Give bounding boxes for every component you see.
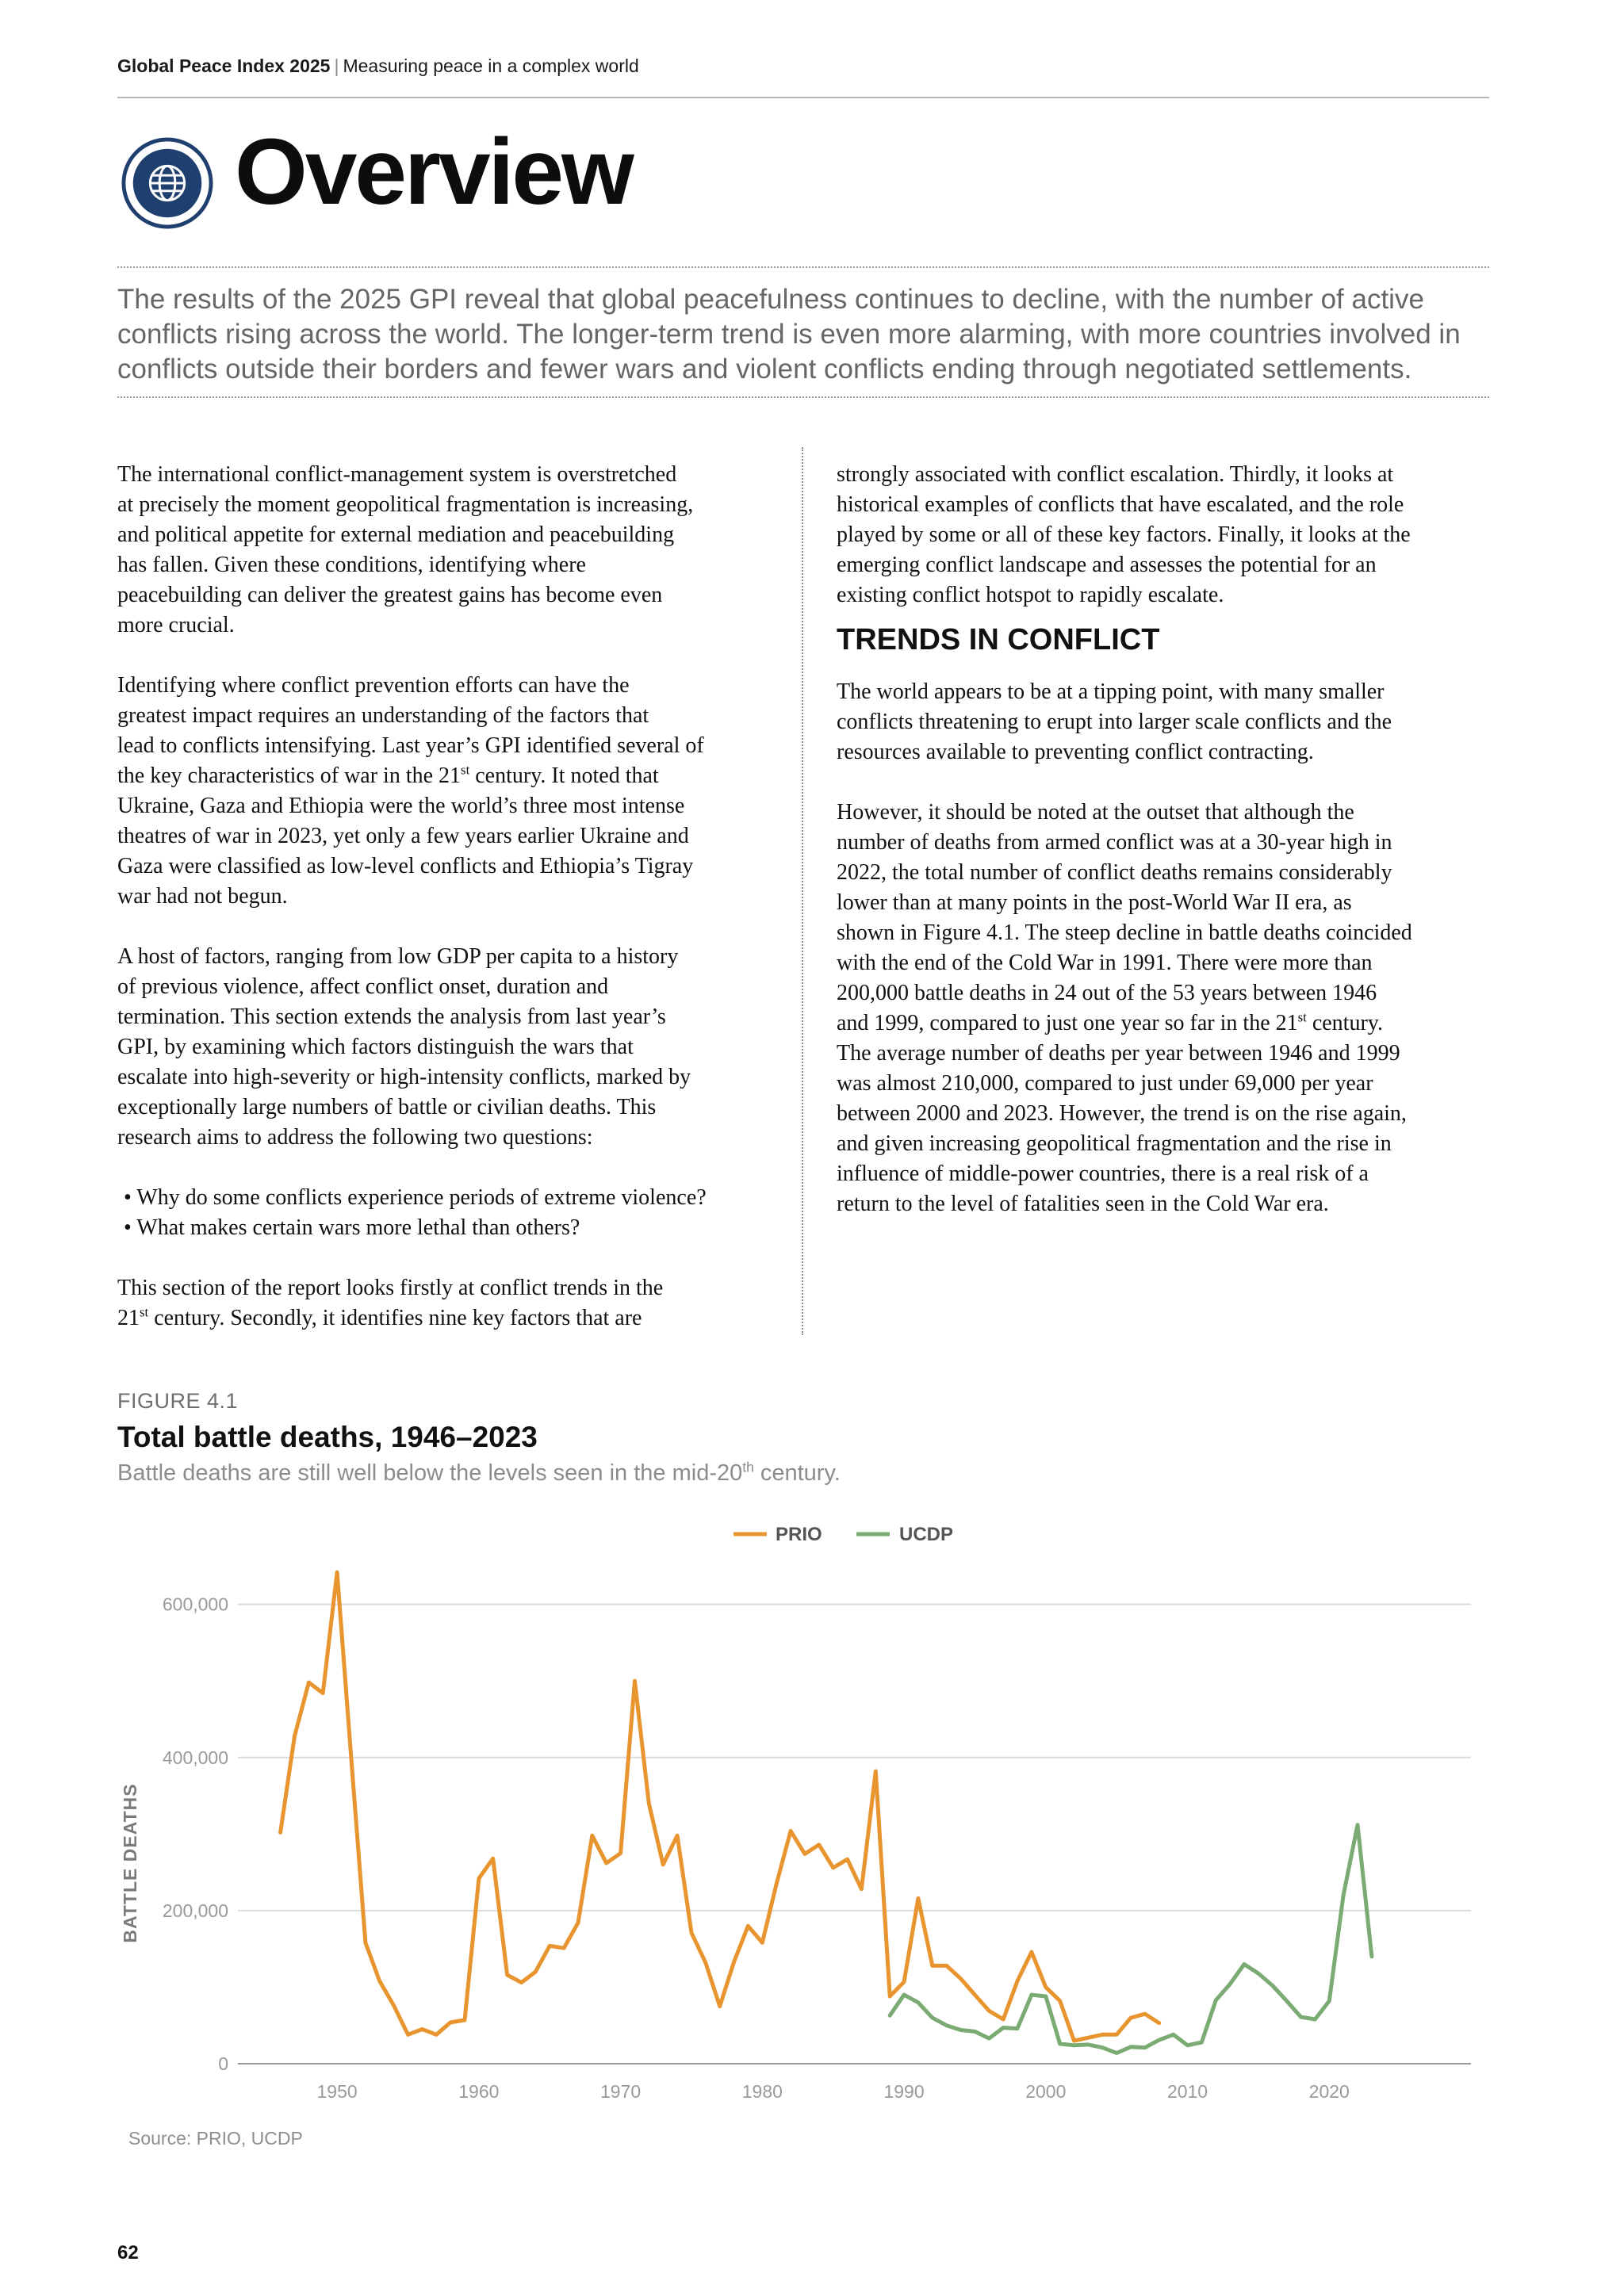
text-line: lower than at many points in the post-World War II era, as: [837, 890, 1352, 915]
x-tick-label: 2000: [1025, 2081, 1067, 2102]
legend: [733, 1524, 953, 1545]
paragraph: [117, 942, 783, 1153]
text-line: The average number of deaths per year between 1946 and 1999: [837, 1041, 1400, 1066]
y-tick-label: 600,000: [162, 1594, 228, 1615]
report-name: Global Peace Index 2025: [117, 55, 331, 76]
text-line: emerging conflict landscape and assesses the potential for an: [837, 553, 1377, 577]
text-line: war had not begun.: [117, 884, 288, 909]
right-column: [837, 460, 1495, 1219]
x-tick-labels: [317, 2081, 1350, 2102]
text-line: [117, 1303, 783, 1334]
text-line: resources available to preventing conflict contracting.: [837, 740, 1314, 764]
x-tick-label: 1990: [883, 2081, 925, 2102]
header-rule: [117, 97, 1489, 98]
text-run: 21: [117, 1306, 140, 1330]
text-line: and political appetite for external mediation and peacebuilding: [117, 522, 675, 547]
text-line: existing conflict hotspot to rapidly escalate.: [837, 583, 1224, 607]
text-line: with the end of the Cold War in 1991. There were more than: [837, 951, 1373, 975]
section-name: Measuring peace in a complex world: [343, 55, 639, 76]
text-line: of previous violence, affect conflict onset, duration and: [117, 974, 609, 999]
series-lines: [281, 1572, 1372, 2053]
text-line: was almost 210,000, compared to just under 69,000 per year: [837, 1071, 1373, 1096]
text-line: and given increasing geopolitical fragmentation and the rise in: [837, 1131, 1392, 1156]
bullet-item: • Why do some conflicts experience periods of extreme violence?: [124, 1185, 707, 1210]
text-line: research aims to address the following two questions:: [117, 1125, 593, 1150]
text-line: This section of the report looks firstly at conflict trends in the: [117, 1276, 664, 1300]
x-tick-label: 2010: [1166, 2081, 1208, 2102]
text-line: [117, 761, 783, 791]
text-run: century. Secondly, it identifies nine key factors that are: [148, 1306, 642, 1330]
paragraph: [117, 671, 783, 912]
text-run: century.: [753, 1460, 841, 1486]
text-line: However, it should be noted at the outset that although the: [837, 800, 1354, 825]
text-line: The world appears to be at a tipping point, with many smaller: [837, 679, 1385, 704]
series-line-prio: [281, 1572, 1159, 2041]
text-line: theatres of war in 2023, yet only a few years earlier Ukraine and: [117, 824, 689, 848]
x-tick-label: 1980: [741, 2081, 783, 2102]
text-line: at precisely the moment geopolitical fragmentation is increasing,: [117, 492, 694, 517]
page-number: 62: [117, 2242, 139, 2263]
text-line: exceptionally large numbers of battle or civilian deaths. This: [117, 1095, 657, 1119]
text-line: between 2000 and 2023. However, the trend is on the rise again,: [837, 1101, 1407, 1126]
x-tick-label: 1950: [316, 2081, 358, 2102]
bullet-item: • What makes certain wars more lethal than others?: [124, 1215, 580, 1240]
page-title: Overview: [235, 120, 632, 224]
text-line: shown in Figure 4.1. The steep decline in battle deaths coincided: [837, 920, 1412, 945]
text-line: return to the level of fatalities seen in the Cold War era.: [837, 1192, 1329, 1216]
figure-title: Total battle deaths, 1946–2023: [117, 1421, 538, 1453]
left-column: [117, 460, 783, 1334]
text-line: 2022, the total number of conflict deaths remains considerably: [837, 860, 1392, 885]
column-divider: [802, 447, 803, 1335]
text-line: has fallen. Given these conditions, identifying where: [117, 553, 586, 577]
legend-label-prio: PRIO: [776, 1524, 822, 1545]
x-tick-label: 1960: [458, 2081, 500, 2102]
y-tick-labels: [163, 1594, 228, 2074]
lead-top-divider: [117, 266, 1489, 268]
text-run: the key characteristics of war in the 21: [117, 763, 462, 788]
text-line: Identifying where conflict prevention efforts can have the: [117, 673, 630, 698]
paragraph: [837, 677, 1495, 767]
lead-bottom-divider: [117, 396, 1489, 398]
text-line: A host of factors, ranging from low GDP per capita to a history: [117, 944, 679, 969]
y-axis-label: BATTLE DEATHS: [120, 1783, 140, 1943]
paragraph: [837, 798, 1495, 1219]
paragraph: [117, 1273, 783, 1334]
text-line: historical examples of conflicts that have escalated, and the role: [837, 492, 1404, 517]
text-line: strongly associated with conflict escalation. Thirdly, it looks at: [837, 462, 1394, 487]
globe-icon: [121, 136, 214, 230]
text-run: Battle deaths are still well below the levels seen in the mid-20: [117, 1460, 743, 1486]
text-line: 200,000 battle deaths in 24 out of the 53 years between 1946: [837, 981, 1377, 1005]
figure-source: Source: PRIO, UCDP: [128, 2128, 303, 2149]
x-tick-label: 1970: [600, 2081, 642, 2102]
text-line: termination. This section extends the analysis from last year’s: [117, 1004, 666, 1029]
y-tick-label: 0: [218, 2053, 228, 2074]
text-line: escalate into high-severity or high-intensity conflicts, marked by: [117, 1065, 691, 1089]
text-run: century. It noted that: [469, 763, 659, 788]
paragraph: [837, 460, 1495, 610]
lead-line: conflicts outside their borders and fewer wars and violent conflicts ending through negotiated settlements.: [117, 354, 1412, 385]
superscript: st: [461, 762, 470, 778]
superscript: st: [1297, 1009, 1307, 1025]
superscript: st: [140, 1304, 149, 1320]
y-tick-label: 200,000: [162, 1900, 228, 1921]
text-line: [837, 1008, 1495, 1039]
text-line: Gaza were classified as low-level conflicts and Ethiopia’s Tigray: [117, 854, 694, 878]
battle-deaths-chart: [111, 1506, 1507, 2141]
text-line: GPI, by examining which factors distinguish the wars that: [117, 1035, 634, 1059]
text-line: lead to conflicts intensifying. Last year’s GPI identified several of: [117, 733, 704, 758]
running-header: [117, 55, 639, 77]
text-line: more crucial.: [117, 613, 235, 637]
lead-line: conflicts rising across the world. The longer-term trend is even more alarming, with more countries involved in: [117, 319, 1461, 350]
lead-paragraph: [117, 282, 1513, 387]
gridlines: [238, 1605, 1471, 1911]
lead-line: The results of the 2025 GPI reveal that global peacefulness continues to decline, with the number of active: [117, 284, 1424, 315]
text-line: peacebuilding can deliver the greatest gains has become even: [117, 583, 663, 607]
superscript: th: [742, 1459, 754, 1475]
header-separator: |: [334, 55, 339, 76]
text-run: century.: [1306, 1011, 1383, 1035]
text-line: The international conflict-management system is overstretched: [117, 462, 677, 487]
text-line: played by some or all of these key factors. Finally, it looks at the: [837, 522, 1411, 547]
bullet-list: [117, 1183, 783, 1243]
paragraph: [117, 460, 783, 641]
text-line: greatest impact requires an understanding of the factors that: [117, 703, 649, 728]
text-line: influence of middle-power countries, there is a real risk of a: [837, 1161, 1369, 1186]
x-tick-label: 2020: [1308, 2081, 1350, 2102]
text-run: and 1999, compared to just one year so far in the 21: [837, 1011, 1298, 1035]
figure-subtitle: [117, 1460, 841, 1487]
y-tick-label: 400,000: [162, 1747, 228, 1768]
text-line: number of deaths from armed conflict was at a 30-year high in: [837, 830, 1392, 855]
section-heading: TRENDS IN CONFLICT: [837, 623, 1160, 656]
figure-label: FIGURE 4.1: [117, 1389, 239, 1413]
text-line: conflicts threatening to erupt into larger scale conflicts and the: [837, 710, 1392, 734]
legend-label-ucdp: UCDP: [899, 1524, 954, 1545]
text-line: Ukraine, Gaza and Ethiopia were the world’s three most intense: [117, 794, 685, 818]
